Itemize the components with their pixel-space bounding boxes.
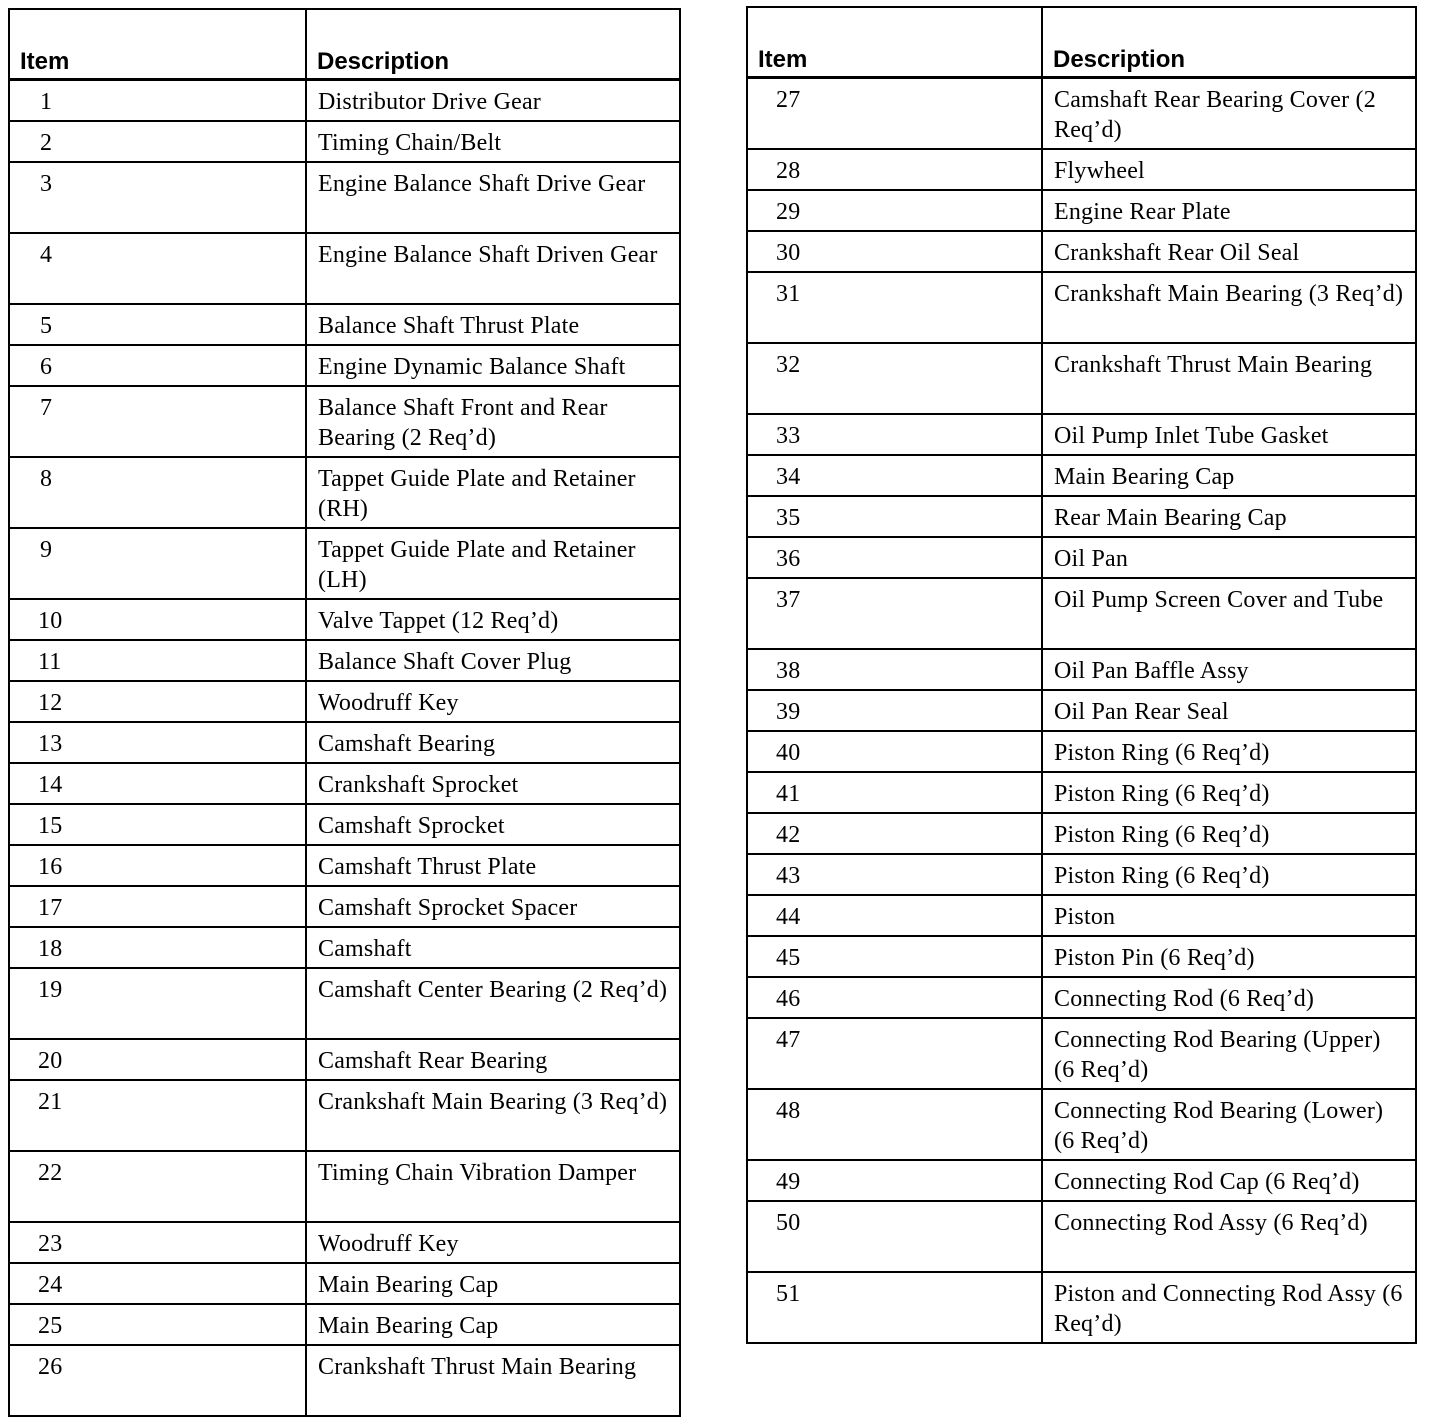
item-description: Oil Pump Inlet Tube Gasket xyxy=(1042,414,1416,455)
item-number: 34 xyxy=(747,455,1042,496)
item-description: Oil Pan Baffle Assy xyxy=(1042,649,1416,690)
item-description: Tappet Guide Plate and Retainer (LH) xyxy=(306,528,680,599)
table-row xyxy=(9,886,680,927)
item-description: Piston Ring (6 Req’d) xyxy=(1042,772,1416,813)
item-number: 7 xyxy=(9,386,306,457)
item-number: 22 xyxy=(9,1151,306,1222)
item-description: Piston Ring (6 Req’d) xyxy=(1042,731,1416,772)
item-number: 19 xyxy=(9,968,306,1039)
table-row xyxy=(747,936,1416,977)
item-column-header: Item xyxy=(9,9,306,80)
item-number: 1 xyxy=(9,80,306,122)
table-row xyxy=(747,272,1416,343)
item-number: 46 xyxy=(747,977,1042,1018)
item-number: 15 xyxy=(9,804,306,845)
item-number: 2 xyxy=(9,121,306,162)
item-number: 49 xyxy=(747,1160,1042,1201)
table-row xyxy=(9,640,680,681)
item-number: 4 xyxy=(9,233,306,304)
item-description: Camshaft Thrust Plate xyxy=(306,845,680,886)
table-row xyxy=(747,496,1416,537)
item-description: Crankshaft Thrust Main Bearing xyxy=(306,1345,680,1416)
table-row xyxy=(747,1201,1416,1272)
table-row xyxy=(9,681,680,722)
table-row xyxy=(9,233,680,304)
item-number: 6 xyxy=(9,345,306,386)
table-row xyxy=(747,149,1416,190)
item-number: 8 xyxy=(9,457,306,528)
table-row xyxy=(9,1151,680,1222)
table-row xyxy=(747,1018,1416,1089)
item-description: Main Bearing Cap xyxy=(306,1304,680,1345)
table-row xyxy=(9,121,680,162)
table-row xyxy=(9,845,680,886)
item-description: Balance Shaft Front and Rear Bearing (2 Req’d) xyxy=(306,386,680,457)
item-description: Rear Main Bearing Cap xyxy=(1042,496,1416,537)
item-number: 41 xyxy=(747,772,1042,813)
item-description: Camshaft Sprocket Spacer xyxy=(306,886,680,927)
item-description: Flywheel xyxy=(1042,149,1416,190)
item-description: Main Bearing Cap xyxy=(1042,455,1416,496)
parts-table-right xyxy=(746,6,1417,1344)
item-description: Oil Pan Rear Seal xyxy=(1042,690,1416,731)
table-row xyxy=(747,578,1416,649)
item-number: 23 xyxy=(9,1222,306,1263)
item-number: 31 xyxy=(747,272,1042,343)
item-number: 29 xyxy=(747,190,1042,231)
description-column-header: Description xyxy=(306,9,680,80)
table-row xyxy=(747,772,1416,813)
table-row xyxy=(747,1089,1416,1160)
item-number: 18 xyxy=(9,927,306,968)
table-row xyxy=(747,690,1416,731)
item-number: 26 xyxy=(9,1345,306,1416)
item-number: 10 xyxy=(9,599,306,640)
table-row xyxy=(747,731,1416,772)
item-number: 28 xyxy=(747,149,1042,190)
item-number: 38 xyxy=(747,649,1042,690)
item-description: Connecting Rod Bearing (Lower) (6 Req’d) xyxy=(1042,1089,1416,1160)
item-description: Crankshaft Main Bearing (3 Req’d) xyxy=(306,1080,680,1151)
item-description: Connecting Rod Cap (6 Req’d) xyxy=(1042,1160,1416,1201)
table-row xyxy=(747,895,1416,936)
item-description: Timing Chain Vibration Damper xyxy=(306,1151,680,1222)
table-row xyxy=(747,343,1416,414)
table-row xyxy=(747,854,1416,895)
table-row xyxy=(747,414,1416,455)
item-number: 20 xyxy=(9,1039,306,1080)
item-number: 48 xyxy=(747,1089,1042,1160)
item-description: Crankshaft Rear Oil Seal xyxy=(1042,231,1416,272)
item-number: 39 xyxy=(747,690,1042,731)
item-number: 12 xyxy=(9,681,306,722)
item-number: 45 xyxy=(747,936,1042,977)
item-description: Oil Pump Screen Cover and Tube xyxy=(1042,578,1416,649)
table-row xyxy=(9,80,680,122)
item-description: Engine Balance Shaft Driven Gear xyxy=(306,233,680,304)
table-row xyxy=(747,537,1416,578)
item-description: Balance Shaft Thrust Plate xyxy=(306,304,680,345)
item-number: 16 xyxy=(9,845,306,886)
item-description: Woodruff Key xyxy=(306,681,680,722)
item-description: Engine Balance Shaft Drive Gear xyxy=(306,162,680,233)
item-number: 13 xyxy=(9,722,306,763)
item-number: 25 xyxy=(9,1304,306,1345)
item-description: Camshaft Sprocket xyxy=(306,804,680,845)
item-column-header: Item xyxy=(747,7,1042,78)
table-row xyxy=(747,1272,1416,1343)
table-row xyxy=(9,386,680,457)
item-number: 47 xyxy=(747,1018,1042,1089)
item-description: Camshaft Bearing xyxy=(306,722,680,763)
table-row xyxy=(747,78,1416,150)
item-number: 35 xyxy=(747,496,1042,537)
table-row xyxy=(9,528,680,599)
table-row xyxy=(747,455,1416,496)
item-number: 11 xyxy=(9,640,306,681)
item-description: Piston Ring (6 Req’d) xyxy=(1042,813,1416,854)
table-row xyxy=(747,1160,1416,1201)
item-number: 27 xyxy=(747,78,1042,150)
table-header-row xyxy=(9,9,680,80)
table-row xyxy=(9,1080,680,1151)
table-row xyxy=(747,231,1416,272)
item-description: Engine Dynamic Balance Shaft xyxy=(306,345,680,386)
description-column-header: Description xyxy=(1042,7,1416,78)
parts-table-left xyxy=(8,8,681,1417)
item-description: Valve Tappet (12 Req’d) xyxy=(306,599,680,640)
item-number: 42 xyxy=(747,813,1042,854)
table-row xyxy=(9,1263,680,1304)
table-row xyxy=(9,1222,680,1263)
item-number: 43 xyxy=(747,854,1042,895)
item-description: Piston Pin (6 Req’d) xyxy=(1042,936,1416,977)
item-description: Main Bearing Cap xyxy=(306,1263,680,1304)
item-description: Timing Chain/Belt xyxy=(306,121,680,162)
item-number: 17 xyxy=(9,886,306,927)
item-description: Woodruff Key xyxy=(306,1222,680,1263)
item-number: 9 xyxy=(9,528,306,599)
item-description: Piston Ring (6 Req’d) xyxy=(1042,854,1416,895)
item-number: 37 xyxy=(747,578,1042,649)
table-row xyxy=(747,190,1416,231)
item-description: Crankshaft Sprocket xyxy=(306,763,680,804)
table-row xyxy=(9,763,680,804)
item-number: 5 xyxy=(9,304,306,345)
item-description: Camshaft Rear Bearing Cover (2 Req’d) xyxy=(1042,78,1416,150)
item-number: 21 xyxy=(9,1080,306,1151)
table-row xyxy=(9,968,680,1039)
item-description: Distributor Drive Gear xyxy=(306,80,680,122)
table-row xyxy=(9,599,680,640)
item-number: 51 xyxy=(747,1272,1042,1343)
item-description: Oil Pan xyxy=(1042,537,1416,578)
item-description: Connecting Rod Bearing (Upper) (6 Req’d) xyxy=(1042,1018,1416,1089)
item-description: Piston and Connecting Rod Assy (6 Req’d) xyxy=(1042,1272,1416,1343)
item-number: 24 xyxy=(9,1263,306,1304)
item-description: Piston xyxy=(1042,895,1416,936)
item-number: 32 xyxy=(747,343,1042,414)
item-description: Tappet Guide Plate and Retainer (RH) xyxy=(306,457,680,528)
table-row xyxy=(9,722,680,763)
table-row xyxy=(747,977,1416,1018)
table-row xyxy=(9,1304,680,1345)
table-row xyxy=(747,649,1416,690)
table-row xyxy=(9,1345,680,1416)
item-number: 36 xyxy=(747,537,1042,578)
item-number: 33 xyxy=(747,414,1042,455)
item-description: Connecting Rod Assy (6 Req’d) xyxy=(1042,1201,1416,1272)
item-description: Camshaft Center Bearing (2 Req’d) xyxy=(306,968,680,1039)
table-row xyxy=(9,162,680,233)
item-description: Camshaft Rear Bearing xyxy=(306,1039,680,1080)
item-description: Camshaft xyxy=(306,927,680,968)
table-row xyxy=(9,457,680,528)
table-row xyxy=(9,304,680,345)
table-row xyxy=(9,927,680,968)
item-number: 50 xyxy=(747,1201,1042,1272)
table-row xyxy=(9,804,680,845)
item-number: 30 xyxy=(747,231,1042,272)
table-row xyxy=(9,1039,680,1080)
table-row xyxy=(9,345,680,386)
table-row xyxy=(747,813,1416,854)
table-header-row xyxy=(747,7,1416,78)
item-number: 40 xyxy=(747,731,1042,772)
item-description: Balance Shaft Cover Plug xyxy=(306,640,680,681)
item-number: 44 xyxy=(747,895,1042,936)
item-number: 14 xyxy=(9,763,306,804)
item-number: 3 xyxy=(9,162,306,233)
item-description: Engine Rear Plate xyxy=(1042,190,1416,231)
item-description: Crankshaft Thrust Main Bearing xyxy=(1042,343,1416,414)
item-description: Crankshaft Main Bearing (3 Req’d) xyxy=(1042,272,1416,343)
item-description: Connecting Rod (6 Req’d) xyxy=(1042,977,1416,1018)
